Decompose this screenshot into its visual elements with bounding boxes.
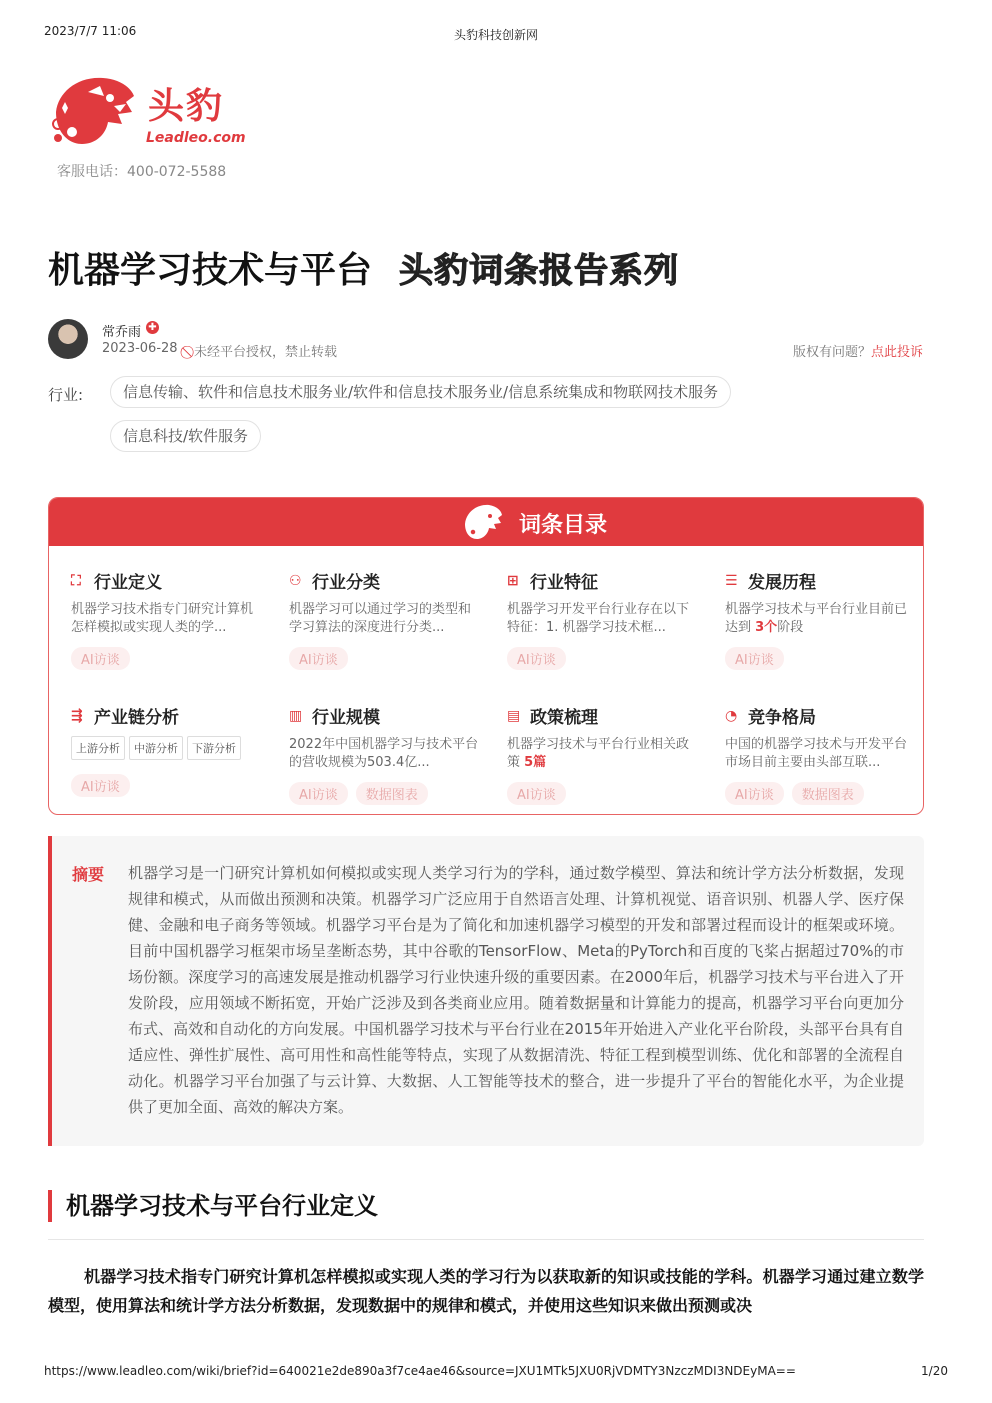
complaint-area [793, 341, 923, 360]
toc-item-classification[interactable] [289, 568, 479, 670]
verified-badge-icon: ✚ [146, 321, 159, 334]
section-title: 机器学习技术与平台行业定义 [48, 1190, 378, 1222]
toc-item-definition[interactable] [71, 568, 261, 670]
ai-interview-button[interactable]: AI访谈 [725, 782, 784, 805]
abstract-label: 摘要 [72, 865, 105, 884]
publish-date: 2023-06-28 [102, 341, 178, 356]
toc-title: 词条目录 [519, 513, 608, 538]
copyright-notice-text: 未经平台授权，禁止转载 [194, 345, 338, 360]
copyright-notice [190, 341, 337, 360]
report-series: 头豹词条报告系列 [399, 251, 680, 291]
leadleo-logo[interactable] [48, 72, 248, 152]
print-datetime: 2023/7/7 11:06 [44, 24, 137, 38]
toc-item-desc-prefix: 机器学习技术与平台行业目前已达到 [725, 602, 908, 635]
chip-icon: ⊞ [507, 572, 519, 589]
industry-label: 行业: [48, 386, 84, 404]
ai-interview-button[interactable]: AI访谈 [71, 774, 130, 797]
toc-item-title: 产业链分析 [94, 708, 179, 728]
toc-item-desc: 机器学习可以通过学习的类型和学习算法的深度进行分类... [289, 602, 472, 635]
downstream-analysis-button[interactable]: 下游分析 [187, 736, 241, 760]
toc-item-desc: 2022年中国机器学习与技术平台的营收规模为503.4亿... [289, 737, 479, 770]
ai-interview-button[interactable]: AI访谈 [289, 782, 348, 805]
scan-icon: ⛶ [71, 572, 81, 589]
ai-interview-button[interactable]: AI访谈 [725, 647, 784, 670]
logo-brand: 头豹 [148, 86, 225, 127]
toc-item-title: 行业特征 [530, 573, 598, 593]
logo-domain: Leadleo.com [146, 130, 246, 146]
complaint-question: 版权有问题？ [792, 345, 871, 360]
document-icon: ▤ [507, 707, 521, 724]
toc-item-title: 发展历程 [748, 573, 816, 593]
timeline-icon: ☰ [725, 572, 738, 589]
toc-item-desc-suffix: 阶段 [777, 620, 804, 635]
abstract-box [48, 836, 924, 1146]
toc-item-history[interactable] [725, 568, 915, 670]
abstract-text: 机器学习是一门研究计算机如何模拟或实现人类学习行为的学科，通过数学模型、算法和统计学方法分析数据，发现规律和模式，从而做出预测和决策。机器学习广泛应用于自然语言处理、计算机视觉、语音识别、机器人学、医疗保健、金融和电子商务等领域。机器学习平台是为了简化和加速机器学习模型的开发和部署过程而设计的框架或环境。目前中国机器学习框架市场呈垄断态势，其中谷歌的TensorFlow、Meta的PyTorch和百度的飞桨占据超过70%的市场份额。深度学习的高速发展是推动机器学习行业快速升级的重要因素。在2000年后，机器学习技术与平台进入了开发阶段，应用领域不断拓宽，开始广泛涉及到各类商业应用。随着数据量和计算能力的提高，机器学习平台向更加分布式、高效和自动化的方向发展。中国机器学习技术与平台行业在2015年开始进入产业化平台阶段，头部平台具有自适应性、弹性扩展性、高可用性和高性能等特点，实现了从数据清洗、特征工程到模型训练、优化和部署的全流程自动化。机器学习平台加强了与云计算、大数据、人工智能等技术的整合，进一步提升了平台的智能化水平，为企业提供了更加全面、高效的解决方案。 [128, 864, 904, 1116]
hierarchy-icon: ⚇ [289, 572, 302, 589]
toc-item-desc-highlight: 3个 [755, 620, 778, 635]
print-header [44, 24, 948, 42]
data-charts-button[interactable]: 数据图表 [792, 782, 864, 805]
toc-item-title: 政策梳理 [530, 708, 598, 728]
toc-item-features[interactable] [507, 568, 697, 670]
toc-item-chain[interactable] [71, 703, 261, 797]
toc-item-desc: 机器学习技术指专门研究计算机怎样模拟或实现人类的学... [71, 602, 254, 635]
industry-tag[interactable]: 信息传输、软件和信息技术服务业/软件和信息技术服务业/信息系统集成和物联网技术服务 [110, 376, 731, 408]
toc-item-title: 竞争格局 [748, 708, 816, 728]
toc-item-desc-highlight: 5篇 [524, 755, 547, 770]
ai-interview-button[interactable]: AI访谈 [507, 647, 566, 670]
chain-icon: ⇶ [71, 707, 83, 724]
definition-paragraph: 机器学习技术指专门研究计算机怎样模拟或实现人类的学习行为以获取新的知识或技能的学科。机器学习通过建立数学模型，使用算法和统计学方法分析数据，发现数据中的规律和模式，并使用这些知识来做出预测或决 [48, 1267, 924, 1315]
report-title: 机器学习技术与平台 [48, 250, 373, 291]
upstream-analysis-button[interactable]: 上游分析 [71, 736, 125, 760]
pie-chart-icon: ◔ [725, 707, 738, 724]
author-name[interactable]: 常乔雨 [102, 325, 142, 340]
leopard-head-icon [461, 502, 503, 542]
toc-item-desc [507, 736, 697, 772]
toc-item-desc: 机器学习开发平台行业存在以下特征：1. 机器学习技术框... [507, 602, 690, 635]
toc-item-title: 行业规模 [312, 708, 380, 728]
toc-item-competition[interactable] [725, 703, 915, 805]
toc-item-desc: 中国的机器学习技术与开发平台市场目前主要由头部互联... [725, 737, 908, 770]
service-phone: 客服电话：400-072-5588 [57, 164, 227, 180]
toc-panel [48, 497, 924, 815]
complaint-link[interactable]: 点此投诉 [870, 345, 923, 360]
toc-item-desc-prefix: 机器学习技术与平台行业相关政策 [507, 737, 690, 770]
toc-item-title: 行业分类 [312, 573, 380, 593]
page-title [48, 242, 679, 293]
bar-chart-icon: ▥ [289, 707, 303, 724]
data-charts-button[interactable]: 数据图表 [356, 782, 428, 805]
divider [48, 1239, 924, 1240]
ai-interview-button[interactable]: AI访谈 [71, 647, 130, 670]
toc-item-title: 行业定义 [94, 573, 162, 593]
print-site-title: 头豹科技创新网 [453, 28, 538, 42]
industry-tag[interactable]: 信息科技/软件服务 [110, 420, 261, 452]
toc-item-desc [725, 601, 915, 637]
ai-interview-button[interactable]: AI访谈 [289, 647, 348, 670]
toc-item-policy[interactable] [507, 703, 697, 805]
avatar[interactable] [48, 319, 88, 359]
print-url: https://www.leadleo.com/wiki/brief?id=640021e2de890a3f7ce4ae46&source=JXU1MTk5JXU0RjVDMTY3NzczMDI3NDEyMA== [44, 1364, 796, 1378]
page-number: 1/20 [921, 1364, 948, 1378]
ai-interview-button[interactable]: AI访谈 [507, 782, 566, 805]
toc-item-scale[interactable] [289, 703, 479, 805]
leopard-head-logo-icon [48, 72, 140, 150]
toc-header [49, 498, 923, 546]
midstream-analysis-button[interactable]: 中游分析 [129, 736, 183, 760]
